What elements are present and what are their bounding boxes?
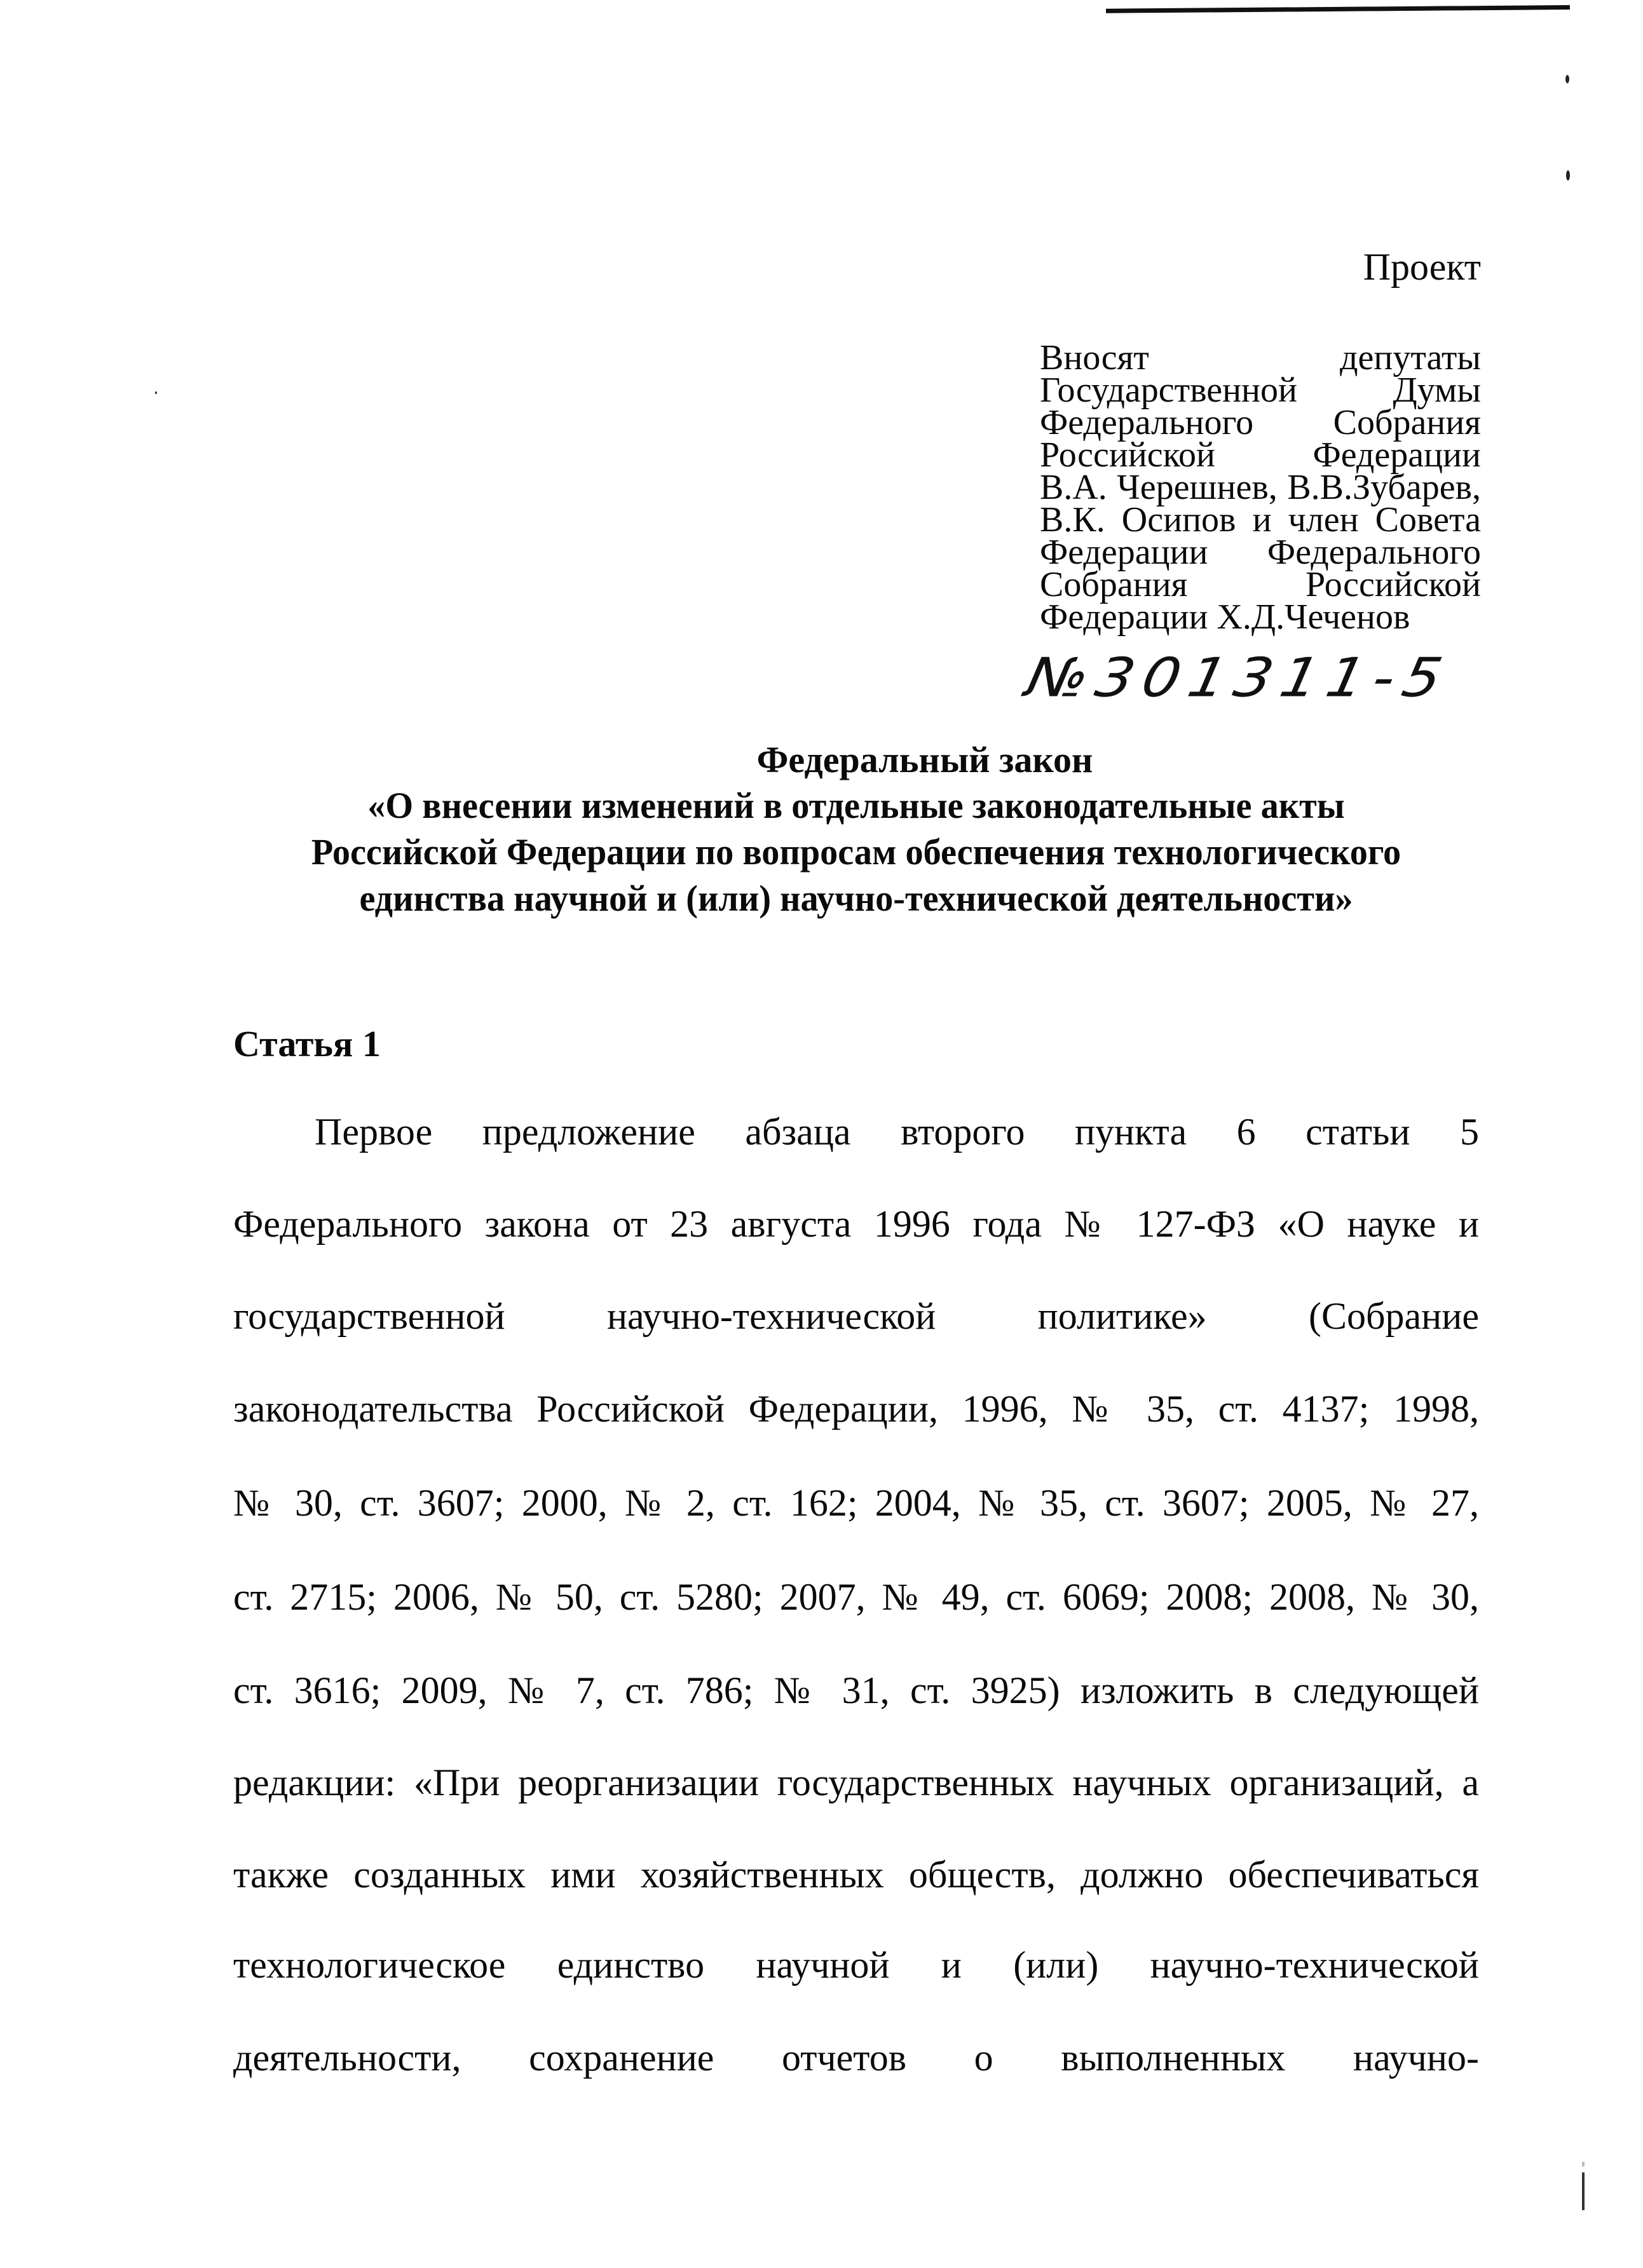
sponsors-line: В.А. Черешнев, В.В.Зубарев, (1040, 468, 1481, 507)
sponsors-block (1040, 338, 1481, 637)
scan-speck (155, 391, 157, 394)
sponsors-line: Государственной Думы (1040, 370, 1481, 410)
law-title-line: единства научной и (или) научно-технической деятельности» (359, 878, 1353, 919)
scan-speck (1566, 170, 1570, 180)
article-body-line: также созданных ими хозяйственных обществ, должно обеспечиваться (233, 1854, 1479, 1896)
sponsors-line: Собрания Российской (1040, 565, 1481, 604)
sponsors-line: Федерации Федерального (1040, 533, 1481, 572)
sponsors-line: В.К. Осипов и член Совета (1040, 500, 1481, 540)
law-title-line: Российской Федерации по вопросам обеспечения технологического (311, 831, 1401, 873)
sponsors-line: Федерации Х.Д.Чеченов (1040, 597, 1410, 637)
article-body-line: технологическое единство научной и (или) научно-технической (233, 1944, 1479, 1986)
handwritten-registration-number: №301311-5 (1020, 646, 1457, 709)
law-kind-heading: Федеральный закон (756, 739, 1093, 780)
article-body-line: ст. 2715; 2006, № 50, ст. 5280; 2007, № 49, ст. 6069; 2008; 2008, № 30, (233, 1576, 1479, 1618)
article-body-line: № 30, ст. 3607; 2000, № 2, ст. 162; 2004, № 35, ст. 3607; 2005, № 27, (233, 1482, 1479, 1524)
sponsors-line: Вносят депутаты (1040, 338, 1481, 377)
scan-edge-line (1106, 5, 1570, 13)
sponsors-line: Российской Федерации (1040, 435, 1481, 475)
draft-label: Проект (1363, 246, 1481, 288)
law-title-line: «О внесении изменений в отдельные законодательные акты (367, 785, 1345, 826)
scan-margin-mark (1582, 2162, 1585, 2210)
article-body-line: ст. 3616; 2009, № 7, ст. 786; № 31, ст. 3925) изложить в следующей (233, 1669, 1479, 1711)
article-body-line: Федерального закона от 23 августа 1996 года № 127-ФЗ «О науке и (233, 1203, 1479, 1245)
article-body-line: законодательства Российской Федерации, 1996, № 35, ст. 4137; 1998, (233, 1388, 1479, 1430)
article-heading: Статья 1 (233, 1023, 381, 1064)
article-body-line: Первое предложение абзаца второго пункта 6 статьи 5 (315, 1111, 1479, 1153)
scan-speck (1565, 75, 1569, 83)
article-body-line: деятельности, сохранение отчетов о выполненных научно- (233, 2037, 1479, 2079)
sponsors-line: Федерального Собрания (1040, 403, 1481, 442)
article-body-line: редакции: «При реорганизации государственных научных организаций, а (233, 1762, 1479, 1803)
article-body-line: государственной научно-технической политике» (Собрание (233, 1295, 1479, 1337)
